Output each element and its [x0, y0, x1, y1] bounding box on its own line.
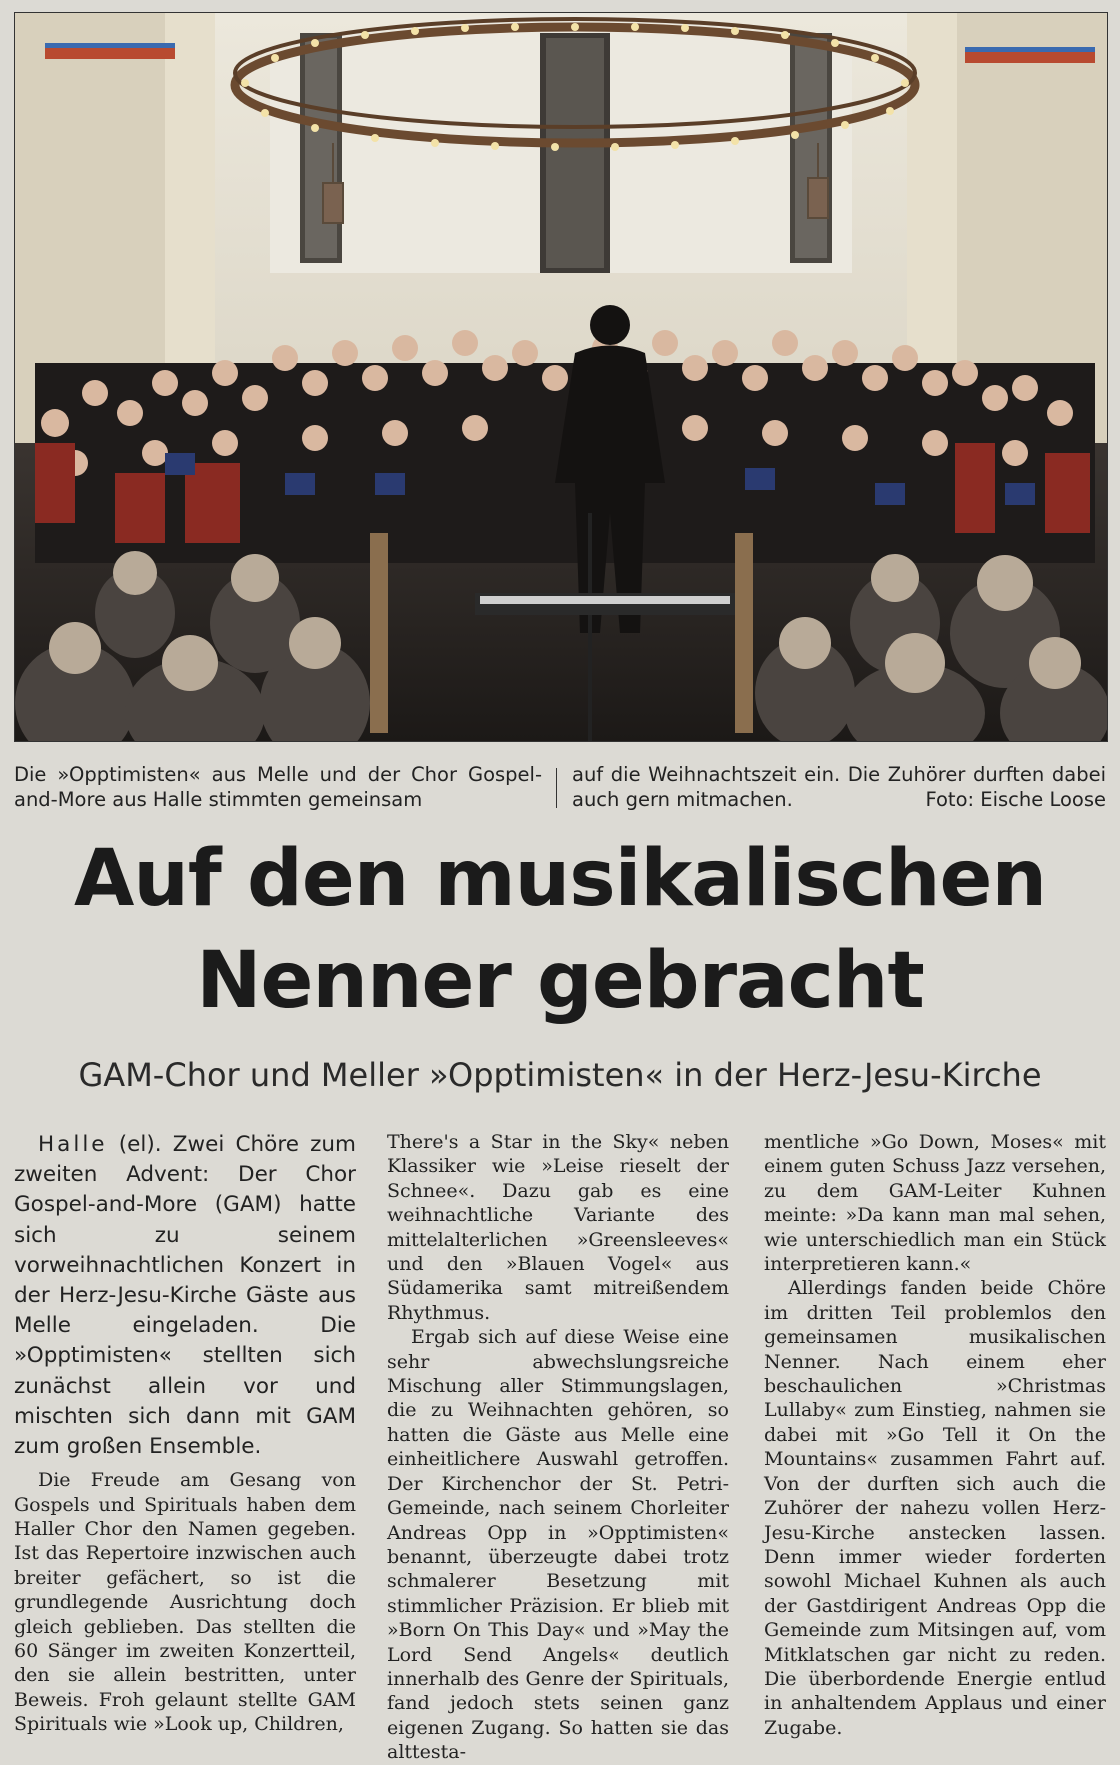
photo-credit: Foto: Eische Loose	[925, 788, 1106, 811]
article-photo	[14, 12, 1108, 742]
headline	[14, 828, 1106, 1032]
caption-right	[572, 762, 1106, 812]
paragraph-3: Allerdings fanden beide Chöre im dritten Teil problemlos den gemeinsamen musikalischen Nenner. Nach einem eher beschaulichen »Christmas Lullaby« zum Einstieg, nahmen sie dabei mit »Go Tell it On the Mountains« zusammen Fahrt auf. Von der durften sich auch die Zuhörer der nahezu vollen Herz-Jesu-Kirche anstecken lassen. Denn immer wieder forderten sowohl Michael Kuhnen als auch der Gastdirigent Andreas Opp die Gemeinde zum Mitsingen auf, vom Mitklatschen gar nicht zu reden. Die überbordende Energie entlud in anhaltendem Applaus und einer Zugabe.	[764, 1277, 1106, 1739]
headline-line-1: Auf den musikalischen	[74, 834, 1046, 924]
choir-concert-illustration	[15, 13, 1107, 741]
caption-divider	[556, 768, 557, 808]
caption-left: Die »Opptimisten« aus Melle und der Chor Gospel-and-More aus Halle stimmten gemeinsam	[14, 763, 542, 811]
photo-caption	[14, 762, 1106, 814]
paragraph-2-continued: mentliche »Go Down, Moses« mit einem guten Schuss Jazz versehen, zu dem GAM-Leiter Kuhnen meinte: »Da kann man mal sehen, wie unterschiedlich man ein Stück interpretieren kann.«	[764, 1131, 1106, 1276]
dateline: Halle	[38, 1132, 108, 1157]
paragraph-1-continued: There's a Star in the Sky« neben Klassiker wie »Leise rieselt der Schnee«. Dazu gab es eine weihnachtliche Variante des mittelalterlichen »Greensleeves« und den »Blauen Vogel« aus Südamerika samt mitreißendem Rhythmus.	[387, 1131, 729, 1324]
article-column-2	[387, 1130, 729, 1765]
article-column-3	[764, 1130, 1106, 1740]
lead-text: (el). Zwei Chöre zum zweiten Advent: Der Chor Gospel-and-More (GAM) hatte sich zu seinem vorweihnachtlichen Konzert in der Herz-Jesu-Kirche Gäste aus Melle eingeladen. Die »Opptimisten« stellten sich zunächst allein vor und mischten sich dann mit GAM zum großen Ensemble.	[14, 1132, 356, 1460]
caption-right-text: auf die Weihnachtszeit ein. Die Zuhörer durften dabei auch gern mitmachen.	[572, 763, 1106, 811]
subheadline: GAM-Chor und Meller »Opptimisten« in der Herz-Jesu-Kirche	[78, 1056, 1042, 1094]
paragraph-2: Ergab sich auf diese Weise eine sehr abwechslungsreiche Mischung aller Stimmungslagen, die zu Weihnachten gehören, so hatten die Gäste aus Melle eine einheitlichere Auswahl getroffen. Der Kirchenchor der St. Petri-Gemeinde, nach seinem Chorleiter Andreas Opp in »Opptimisten« benannt, überzeugte dabei trotz schmalerer Besetzung mit stimmlicher Präzision. Er blieb mit »Born On This Day« und »May the Lord Send Angels« deutlich innerhalb des Genre der Spirituals, fand jedoch stets seinen ganz eigenen Zugang. So hatten sie das alttesta-	[387, 1326, 729, 1764]
article-column-1	[14, 1130, 356, 1737]
paragraph-1: Die Freude am Gesang von Gospels und Spirituals haben dem Haller Chor den Namen gegeben. Ist das Repertoire inzwischen auch breiter gefächert, so ist die grundlegende Ausrichtung doch gleich geblieben. Das stellten die 60 Sänger im zweiten Konzertteil, den sie allein bestritten, unter Beweis. Froh gelaunt stellte GAM Spirituals wie »Look up, Children,	[14, 1469, 356, 1736]
headline-line-2: Nenner gebracht	[196, 936, 924, 1026]
lead-paragraph	[14, 1130, 356, 1462]
